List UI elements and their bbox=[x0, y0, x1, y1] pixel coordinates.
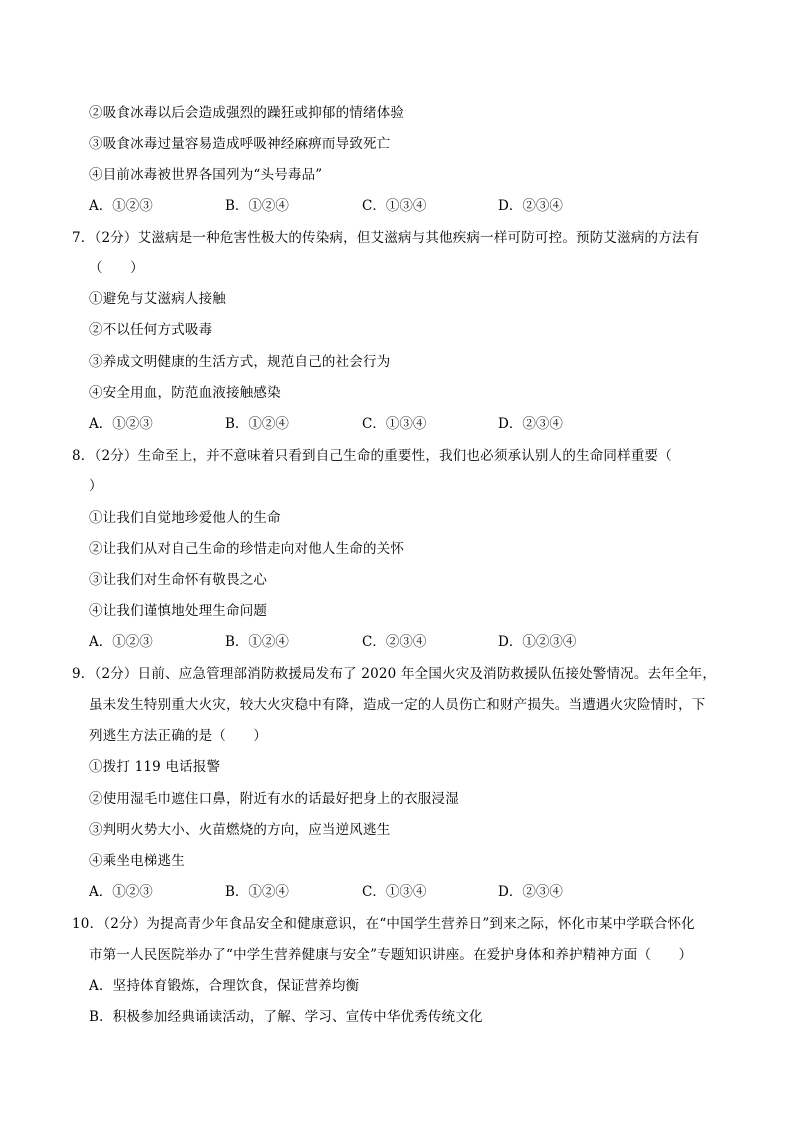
q6-option-d: D．②③④ bbox=[498, 198, 563, 214]
q7-option-a: A．①②③ bbox=[89, 416, 153, 432]
q8-stem-cont: ） bbox=[89, 478, 103, 494]
q9-option-d: D．②③④ bbox=[498, 884, 563, 900]
q6-item-4: ④目前冰毒被世界各国列为“头号毒品” bbox=[89, 167, 323, 183]
q7-item-1: ①避免与艾滋病人接触 bbox=[89, 291, 226, 307]
q9-stem-line-2: 虽未发生特别重大火灾，较大火灾稳中有降，造成一定的人员伤亡和财产损失。当遭遇火灾险情时，下 bbox=[89, 697, 706, 713]
q9-item-4: ④乘坐电梯逃生 bbox=[89, 853, 185, 869]
q6-option-c: C．①③④ bbox=[362, 198, 427, 214]
q7-item-2: ②不以任何方式吸毒 bbox=[89, 322, 213, 338]
q8-item-1: ①让我们自觉地珍爱他人的生命 bbox=[89, 510, 281, 526]
q8-option-d: D．①②③④ bbox=[498, 634, 577, 650]
q7-option-d: D．②③④ bbox=[498, 416, 563, 432]
q9-option-a: A．①②③ bbox=[89, 884, 153, 900]
q6-item-2: ②吸食冰毒以后会造成强烈的躁狂或抑郁的情绪体验 bbox=[89, 105, 405, 121]
q7-stem-cont: （ ） bbox=[89, 260, 144, 276]
q8-item-4: ④让我们谨慎地处理生命问题 bbox=[89, 603, 268, 619]
q9-stem-line-3: 列逃生方法正确的是（ ） bbox=[89, 728, 268, 744]
q9-item-1: ①拨打 119 电话报警 bbox=[89, 759, 221, 775]
q10-choice-a: A．坚持体育锻炼，合理饮食，保证营养均衡 bbox=[89, 978, 360, 994]
q8-stem: 8．（2分）生命至上，并不意味着只看到自己生命的重要性，我们也必须承认别人的生命同样重要（ bbox=[72, 448, 672, 464]
q10-stem-line-2: 市第一人民医院举办了“中学生营养健康与安全”专题知识讲座。在爱护身体和养护精神方面（ ） bbox=[89, 947, 693, 963]
q8-option-a: A．①②③ bbox=[89, 634, 153, 650]
q9-item-2: ②使用湿毛巾遮住口鼻，附近有水的话最好把身上的衣服浸湿 bbox=[89, 791, 459, 807]
q7-stem: 7．（2分）艾滋病是一种危害性极大的传染病，但艾滋病与其他疾病一样可防可控。预防艾滋病的方法有 bbox=[72, 230, 700, 246]
q8-option-c: C．②③④ bbox=[362, 634, 427, 650]
q6-item-3: ③吸食冰毒过量容易造成呼吸神经麻痹而导致死亡 bbox=[89, 136, 391, 152]
q8-option-b: B．①②④ bbox=[225, 634, 289, 650]
q7-item-4: ④安全用血，防范血液接触感染 bbox=[89, 385, 281, 401]
q6-option-a: A．①②③ bbox=[89, 198, 153, 214]
q8-item-3: ③让我们对生命怀有敬畏之心 bbox=[89, 572, 268, 588]
q7-option-b: B．①②④ bbox=[225, 416, 289, 432]
q9-option-c: C．①③④ bbox=[362, 884, 427, 900]
q10-stem: 10．（2分）为提高青少年食品安全和健康意识，在“中国学生营养日”到来之际，怀化市某中学联合怀化 bbox=[72, 916, 695, 932]
q9-item-3: ③判明火势大小、火苗燃烧的方向，应当逆风逃生 bbox=[89, 822, 391, 838]
q9-option-b: B．①②④ bbox=[225, 884, 289, 900]
q10-choice-b: B．积极参加经典诵读活动，了解、学习、宣传中华优秀传统文化 bbox=[89, 1009, 483, 1025]
q7-option-c: C．①③④ bbox=[362, 416, 427, 432]
q6-option-b: B．①②④ bbox=[225, 198, 289, 214]
q9-stem: 9．（2分）日前、应急管理部消防救援局发布了 2020 年全国火灾及消防救援队伍接处警情况。去年全年， bbox=[72, 666, 717, 682]
q7-item-3: ③养成文明健康的生活方式，规范自己的社会行为 bbox=[89, 354, 391, 370]
q8-item-2: ②让我们从对自己生命的珍惜走向对他人生命的关怀 bbox=[89, 541, 405, 557]
